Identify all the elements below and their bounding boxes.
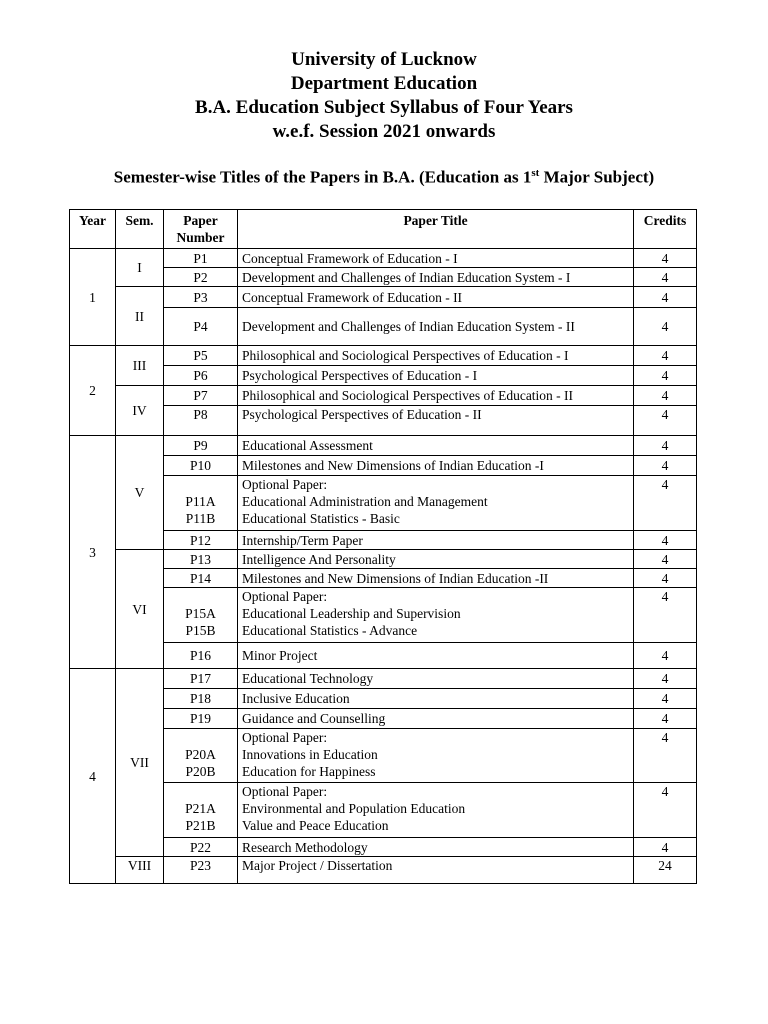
paper-title: Guidance and Counselling — [238, 709, 634, 729]
subtitle-suffix: Major Subject) — [539, 167, 655, 187]
paper-number: P23 — [164, 857, 238, 884]
table-row — [70, 366, 697, 386]
paper-title: Optional Paper: Educational Administration and Management Educational Statistics - Basic — [238, 476, 634, 531]
paper-number: P3 — [164, 287, 238, 308]
paper-number: P18 — [164, 689, 238, 709]
table-row — [70, 729, 697, 783]
paper-number: P2 — [164, 268, 238, 287]
paper-title: Minor Project — [238, 643, 634, 669]
header-paper-number: Paper Number — [164, 210, 238, 249]
paper-title: Educational Technology — [238, 669, 634, 689]
paper-number: P22 — [164, 838, 238, 857]
table-row — [70, 857, 697, 884]
header-sem: Sem. — [116, 210, 164, 249]
table-row — [70, 569, 697, 588]
paper-title: Educational Assessment — [238, 436, 634, 456]
paper-number: P19 — [164, 709, 238, 729]
paper-number: P9 — [164, 436, 238, 456]
paper-number: P16 — [164, 643, 238, 669]
paper-number: P17 — [164, 669, 238, 689]
header-year: Year — [70, 210, 116, 249]
paper-number: P13 — [164, 550, 238, 569]
semester-cell: VI — [116, 550, 164, 669]
table-row — [70, 308, 697, 346]
paper-credits: 4 — [634, 366, 697, 386]
document-header — [0, 48, 768, 144]
paper-number: P7 — [164, 386, 238, 406]
paper-credits: 4 — [634, 550, 697, 569]
paper-number: P20A P20B — [164, 729, 238, 783]
year-cell: 4 — [70, 669, 116, 884]
table-row — [70, 436, 697, 456]
paper-title: Internship/Term Paper — [238, 531, 634, 550]
paper-title: Intelligence And Personality — [238, 550, 634, 569]
paper-title: Conceptual Framework of Education - I — [238, 249, 634, 268]
paper-number: P6 — [164, 366, 238, 386]
paper-title: Major Project / Dissertation — [238, 857, 634, 884]
table-row — [70, 456, 697, 476]
paper-title: Research Methodology — [238, 838, 634, 857]
subtitle-prefix: Semester-wise Titles of the Papers in B.A. (Education as 1 — [113, 167, 532, 187]
paper-number: P14 — [164, 569, 238, 588]
paper-number: P11A P11B — [164, 476, 238, 531]
paper-credits: 4 — [634, 783, 697, 838]
paper-title: Optional Paper: Environmental and Population Education Value and Peace Education — [238, 783, 634, 838]
semester-cell: IV — [116, 386, 164, 436]
paper-title: Milestones and New Dimensions of Indian Education -I — [238, 456, 634, 476]
paper-credits: 4 — [634, 249, 697, 268]
paper-credits: 4 — [634, 456, 697, 476]
session-line: w.e.f. Session 2021 onwards — [272, 121, 496, 142]
paper-credits: 4 — [634, 729, 697, 783]
year-cell: 3 — [70, 436, 116, 669]
paper-title: Inclusive Education — [238, 689, 634, 709]
paper-title: Development and Challenges of Indian Education System - II — [238, 308, 634, 346]
optional-label: Optional Paper: — [242, 784, 328, 799]
table-row — [70, 709, 697, 729]
paper-credits: 4 — [634, 838, 697, 857]
paper-credits: 4 — [634, 268, 697, 287]
paper-number: P8 — [164, 406, 238, 436]
table-row — [70, 531, 697, 550]
paper-number: P1 — [164, 249, 238, 268]
paper-credits: 4 — [634, 386, 697, 406]
table-row — [70, 689, 697, 709]
paper-title: Optional Paper: Educational Leadership and Supervision Educational Statistics - Advance — [238, 588, 634, 643]
paper-title: Philosophical and Sociological Perspectives of Education - II — [238, 386, 634, 406]
table-row — [70, 669, 697, 689]
table-row — [70, 268, 697, 287]
table-subtitle — [0, 167, 768, 188]
paper-credits: 4 — [634, 669, 697, 689]
paper-number: P5 — [164, 346, 238, 366]
table-row — [70, 476, 697, 531]
paper-credits: 24 — [634, 857, 697, 884]
paper-credits: 4 — [634, 588, 697, 643]
header-paper-title: Paper Title — [238, 210, 634, 249]
paper-credits: 4 — [634, 406, 697, 436]
semester-cell: III — [116, 346, 164, 386]
table-row — [70, 386, 697, 406]
semester-cell: VIII — [116, 857, 164, 884]
year-cell: 2 — [70, 346, 116, 436]
paper-credits: 4 — [634, 346, 697, 366]
paper-title: Milestones and New Dimensions of Indian Education -II — [238, 569, 634, 588]
syllabus-table — [69, 209, 697, 884]
paper-credits: 4 — [634, 308, 697, 346]
table-row — [70, 643, 697, 669]
department-name: Department Education — [290, 73, 478, 94]
optional-label: Optional Paper: — [242, 589, 328, 604]
table-row — [70, 838, 697, 857]
table-row — [70, 406, 697, 436]
paper-number: P21A P21B — [164, 783, 238, 838]
table-row — [70, 287, 697, 308]
paper-number: P15A P15B — [164, 588, 238, 643]
paper-title: Philosophical and Sociological Perspectives of Education - I — [238, 346, 634, 366]
paper-credits: 4 — [634, 287, 697, 308]
paper-credits: 4 — [634, 569, 697, 588]
header-credits: Credits — [634, 210, 697, 249]
table-row — [70, 346, 697, 366]
semester-cell: VII — [116, 669, 164, 857]
table-header-row — [70, 210, 697, 249]
table-row — [70, 588, 697, 643]
paper-credits: 4 — [634, 689, 697, 709]
paper-title: Psychological Perspectives of Education - I — [238, 366, 634, 386]
paper-number: P4 — [164, 308, 238, 346]
semester-cell: V — [116, 436, 164, 550]
table-row — [70, 249, 697, 268]
syllabus-title: B.A. Education Subject Syllabus of Four Years — [195, 97, 573, 118]
paper-number: P12 — [164, 531, 238, 550]
semester-cell: I — [116, 249, 164, 287]
paper-credits: 4 — [634, 436, 697, 456]
paper-title: Psychological Perspectives of Education - II — [238, 406, 634, 436]
year-cell: 1 — [70, 249, 116, 346]
paper-title: Conceptual Framework of Education - II — [238, 287, 634, 308]
paper-credits: 4 — [634, 531, 697, 550]
paper-credits: 4 — [634, 643, 697, 669]
subtitle-superscript: st — [531, 167, 540, 179]
paper-title: Optional Paper: Innovations in Education Education for Happiness — [238, 729, 634, 783]
paper-number: P10 — [164, 456, 238, 476]
optional-label: Optional Paper: — [242, 477, 328, 492]
paper-credits: 4 — [634, 476, 697, 531]
semester-cell: II — [116, 287, 164, 346]
paper-title: Development and Challenges of Indian Education System - I — [238, 268, 634, 287]
table-row — [70, 783, 697, 838]
university-name: University of Lucknow — [291, 49, 477, 70]
table-row — [70, 550, 697, 569]
optional-label: Optional Paper: — [242, 730, 328, 745]
paper-credits: 4 — [634, 709, 697, 729]
